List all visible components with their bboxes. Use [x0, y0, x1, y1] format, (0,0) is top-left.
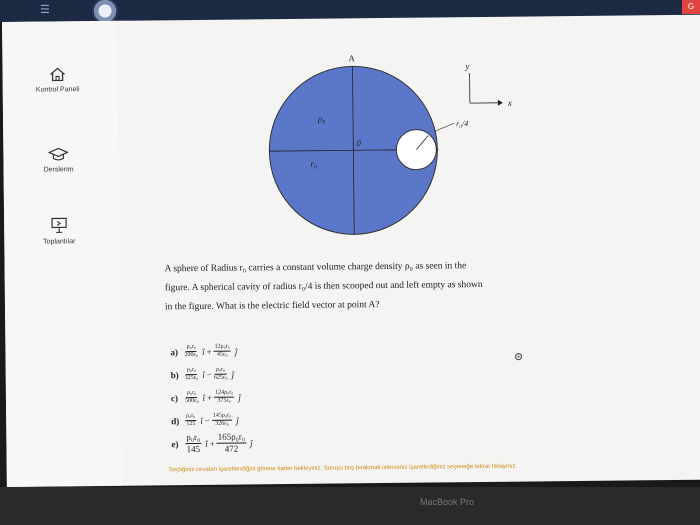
numerator: ρ₀r₀	[186, 344, 197, 352]
numerator: 124ρ₀r₀	[214, 390, 234, 398]
unit-vector: ĵ	[231, 369, 235, 380]
unit-vector: ĵ	[249, 437, 253, 448]
unit-vector: ĵ	[234, 346, 238, 357]
fraction	[214, 390, 234, 405]
numerator: ρ₀r₀	[185, 413, 196, 421]
denominator: 375ε₀	[217, 397, 232, 404]
exam-screen	[2, 15, 700, 487]
laptop-bezel	[0, 487, 700, 525]
fraction	[184, 344, 198, 359]
laptop-brand-label: MacBook Pro	[420, 497, 475, 507]
sign: +	[209, 438, 215, 449]
option-b[interactable]	[171, 362, 254, 386]
denominator: 326ε₀	[215, 420, 229, 427]
question-line: A sphere of Radius r₀ carries a constant volume charge density ρ₀ as seen in the	[164, 261, 467, 275]
sign: −	[204, 415, 211, 426]
cavity-radius-label: r₀/4	[456, 119, 469, 129]
sign: −	[206, 369, 212, 380]
denominator: 125	[186, 420, 196, 428]
numerator: 145ρ₀r₀	[212, 413, 232, 421]
denominator: 45ε₀	[216, 351, 228, 358]
x-axis-label: x	[507, 97, 512, 108]
sidebar	[2, 21, 122, 487]
y-axis-label: y	[465, 61, 470, 72]
numerator: 12ρ₀r₀	[214, 344, 231, 352]
numerator: ρ₀r₀	[186, 390, 197, 398]
fraction	[185, 367, 199, 382]
rho-label: ρ₀	[317, 113, 326, 124]
fraction	[212, 413, 232, 428]
unit-vector: î	[202, 369, 205, 380]
sphere-diagram	[247, 38, 589, 262]
question-line: figure. A spherical cavity of radius r₀/4 is then scooped out and left empty as shown	[164, 279, 483, 294]
fraction	[217, 431, 247, 454]
answer-notice: Seçtiğiniz cevabın işaretlendiğini görene kadar bekleyiniz. Soruyu boş bırakmak isterseniz işaretlediğiniz seçeneğe tekrar tıklayınız.	[168, 463, 518, 474]
unit-vector: ĵ	[238, 392, 241, 403]
option-letter: e)	[171, 438, 179, 449]
sidebar-item-courses[interactable]	[13, 146, 103, 174]
fraction	[214, 367, 228, 382]
menu-icon[interactable]: ☰	[40, 4, 50, 16]
option-c[interactable]	[171, 385, 254, 409]
denominator: 500ε₀	[184, 397, 199, 405]
question-line: in the figure. What is the electric field vector at point A?	[164, 300, 380, 313]
graduation-cap-icon	[48, 146, 68, 162]
option-e[interactable]	[171, 431, 254, 455]
denominator: 200ε₀	[184, 351, 199, 359]
sidebar-item-label: Toplantılar	[43, 238, 76, 246]
sign: +	[206, 346, 212, 357]
sidebar-item-label: Derslerim	[43, 166, 74, 174]
sidebar-item-dashboard[interactable]	[12, 66, 102, 94]
sidebar-item-meetings[interactable]	[14, 216, 104, 246]
gear-cursor-icon	[513, 352, 523, 362]
option-d[interactable]	[171, 408, 254, 432]
unit-vector: î	[200, 415, 203, 426]
sidebar-item-label: Kontrol Paneli	[35, 86, 80, 94]
unit-vector: î	[202, 346, 205, 357]
denominator: 325ε₀	[184, 374, 199, 382]
numerator: 165ρ₀r₀	[217, 431, 246, 443]
option-letter: c)	[170, 392, 178, 403]
answer-options	[170, 339, 254, 455]
origin-label: 0	[356, 138, 361, 149]
option-letter: d)	[171, 415, 180, 426]
question-panel	[122, 15, 700, 486]
numerator: ρ₀r₀	[215, 367, 226, 375]
unit-vector: ĵ	[236, 415, 239, 426]
numerator: ρ₀r₀	[185, 432, 201, 444]
numerator: ρ₀r₀	[186, 367, 197, 375]
radius-label: r₀	[310, 158, 318, 169]
fraction	[214, 344, 231, 359]
point-a-label: A	[348, 53, 355, 64]
exit-button[interactable]: G	[682, 0, 700, 14]
option-letter: b)	[170, 369, 179, 380]
denominator: 145	[186, 443, 201, 455]
sign: +	[207, 392, 213, 403]
unit-vector: î	[205, 438, 208, 449]
home-icon	[48, 66, 66, 82]
x-arrowhead-icon	[498, 100, 503, 106]
fraction	[185, 432, 201, 455]
unit-vector: î	[202, 392, 206, 403]
denominator: 472	[224, 443, 239, 454]
question-text	[165, 256, 586, 317]
option-a[interactable]	[170, 339, 253, 363]
cavity-label-leader	[434, 123, 454, 131]
fraction	[185, 413, 196, 428]
option-letter: a)	[170, 346, 179, 357]
denominator: 625ε₀	[213, 374, 228, 381]
presentation-board-icon	[49, 216, 69, 234]
fraction	[185, 390, 199, 405]
